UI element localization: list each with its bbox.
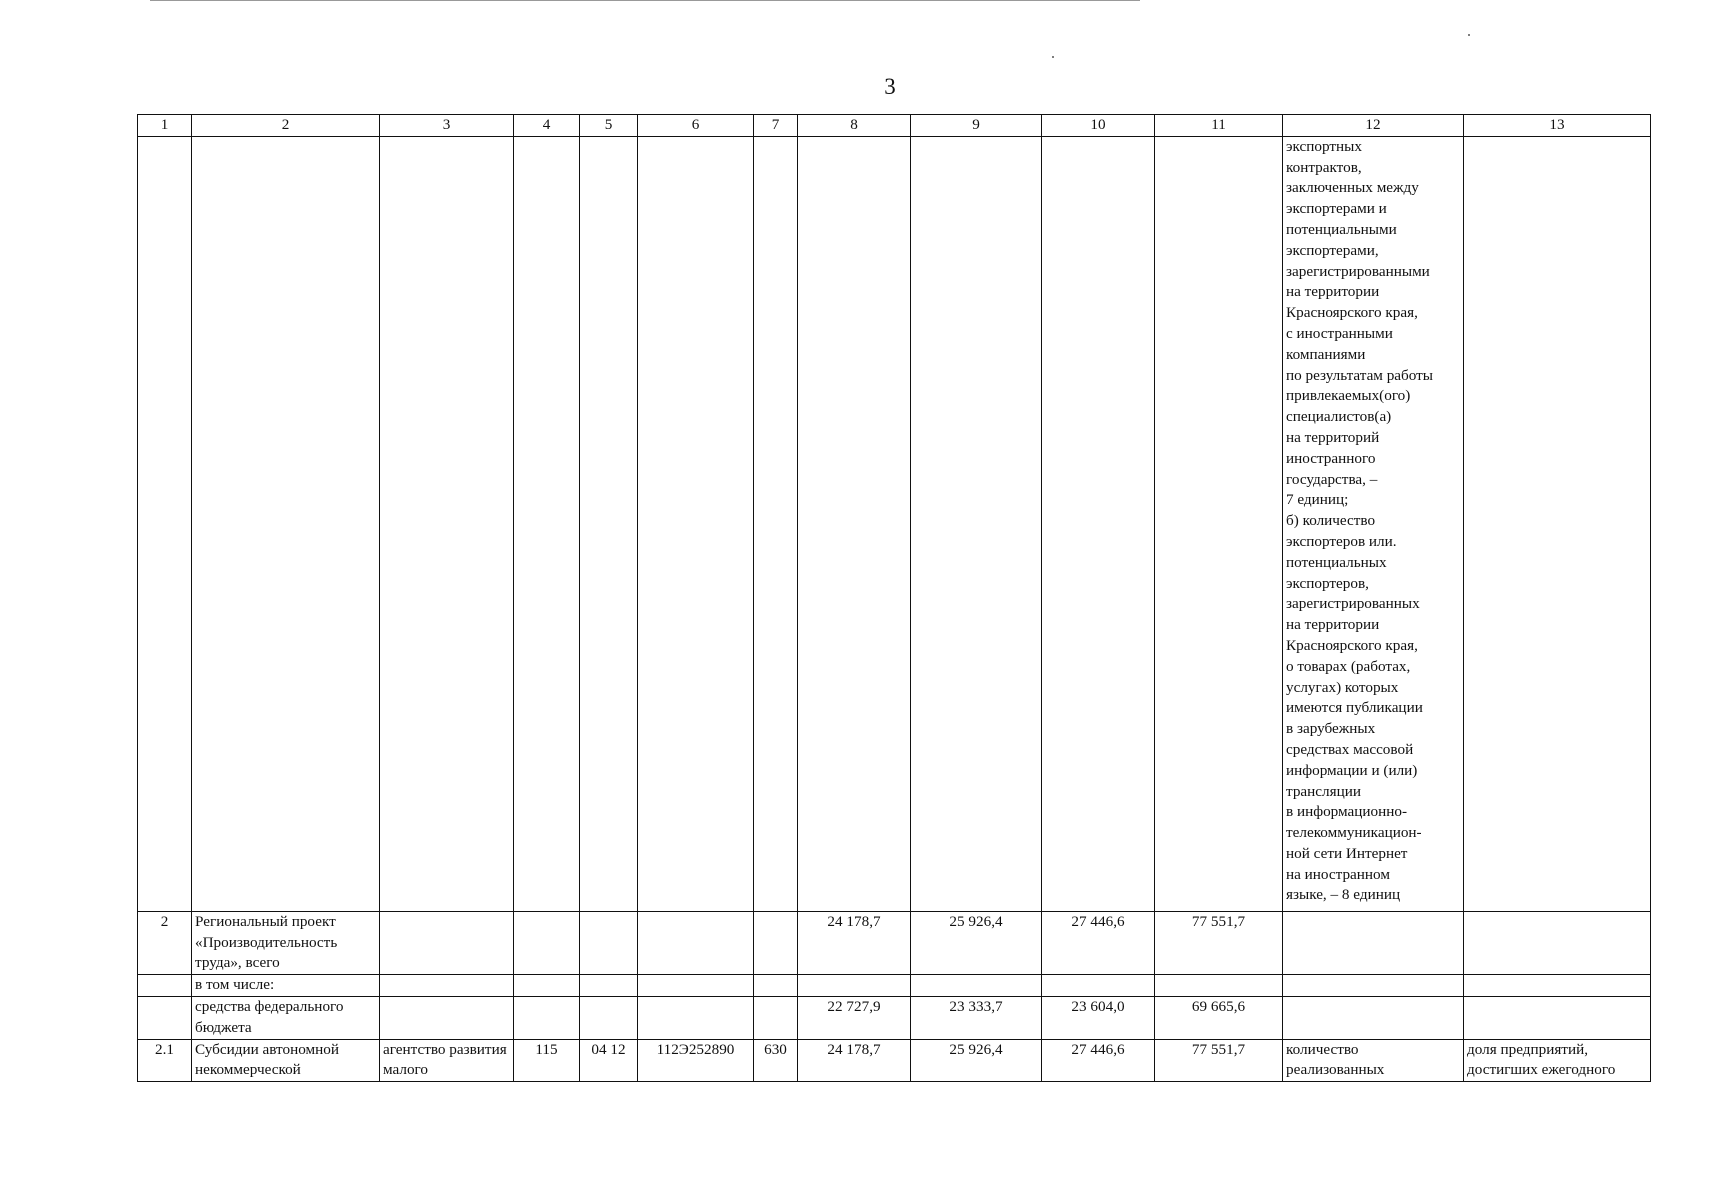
row-title: Субсидии автономной некоммерческой [192, 1039, 380, 1082]
page-number: 3 [884, 74, 896, 99]
column-number: 5 [580, 115, 638, 137]
table-row [138, 911, 1651, 974]
table-row [138, 1039, 1651, 1082]
amount-total: 77 551,7 [1155, 911, 1283, 974]
column-number: 12 [1283, 115, 1464, 137]
amount-year-3: 27 446,6 [1042, 1039, 1155, 1082]
budget-table [137, 114, 1651, 1082]
expense-type-code: 630 [754, 1039, 798, 1082]
amount-year-3: 23 604,0 [1042, 996, 1155, 1039]
amount-total: 69 665,6 [1155, 996, 1283, 1039]
column-number: 2 [192, 115, 380, 137]
column-number: 3 [380, 115, 514, 137]
indicator-text: экспортных контрактов, заключенных между экспортерами и потенциальными экспортерами, зарегистрированными на территории Красноярского края, с иностранными компаниями по результатам работы привлекаемых(ого) специалистов(а) на территорий иностранного государства, – 7 единиц; б) количество экспортеров или. потенциальных экспортеров, зарегистрированных на территории Красноярского края, о товарах (работах, услугах) которых имеются публикации в зарубежных средствах массовой информации и (или) трансляции в информационно- телекоммуникацион- ной сети Интернет на иностранном языке, – 8 единиц [1283, 136, 1464, 911]
scan-speck [1468, 34, 1470, 36]
row-title: средства федерального бюджета [192, 996, 380, 1039]
table-row [138, 996, 1651, 1039]
column-number: 6 [638, 115, 754, 137]
target-article-code: 112Э252890 [638, 1039, 754, 1082]
row-number: 2.1 [138, 1039, 192, 1082]
column-number-row [138, 115, 1651, 137]
column-number: 11 [1155, 115, 1283, 137]
row-title: Региональный проект «Производительность труда», всего [192, 911, 380, 974]
row-number: 2 [138, 911, 192, 974]
column-number: 10 [1042, 115, 1155, 137]
target-indicator: доля предприятий, достигших ежегодного [1464, 1039, 1651, 1082]
amount-total: 77 551,7 [1155, 1039, 1283, 1082]
amount-year-1: 22 727,9 [798, 996, 911, 1039]
amount-year-2: 23 333,7 [911, 996, 1042, 1039]
column-number: 9 [911, 115, 1042, 137]
expected-result: количество реализованных [1283, 1039, 1464, 1082]
section-code: 04 12 [580, 1039, 638, 1082]
ministry-code: 115 [514, 1039, 580, 1082]
column-number: 8 [798, 115, 911, 137]
table-row [138, 975, 1651, 997]
column-number: 7 [754, 115, 798, 137]
row-title: в том числе: [192, 975, 380, 997]
responsible-agency: агентство развития малого [380, 1039, 514, 1082]
column-number: 1 [138, 115, 192, 137]
column-number: 13 [1464, 115, 1651, 137]
scan-artifact-line [150, 0, 1140, 1]
continuation-row [138, 136, 1651, 911]
amount-year-1: 24 178,7 [798, 1039, 911, 1082]
amount-year-3: 27 446,6 [1042, 911, 1155, 974]
scan-speck [1052, 56, 1054, 58]
amount-year-1: 24 178,7 [798, 911, 911, 974]
amount-year-2: 25 926,4 [911, 1039, 1042, 1082]
amount-year-2: 25 926,4 [911, 911, 1042, 974]
column-number: 4 [514, 115, 580, 137]
